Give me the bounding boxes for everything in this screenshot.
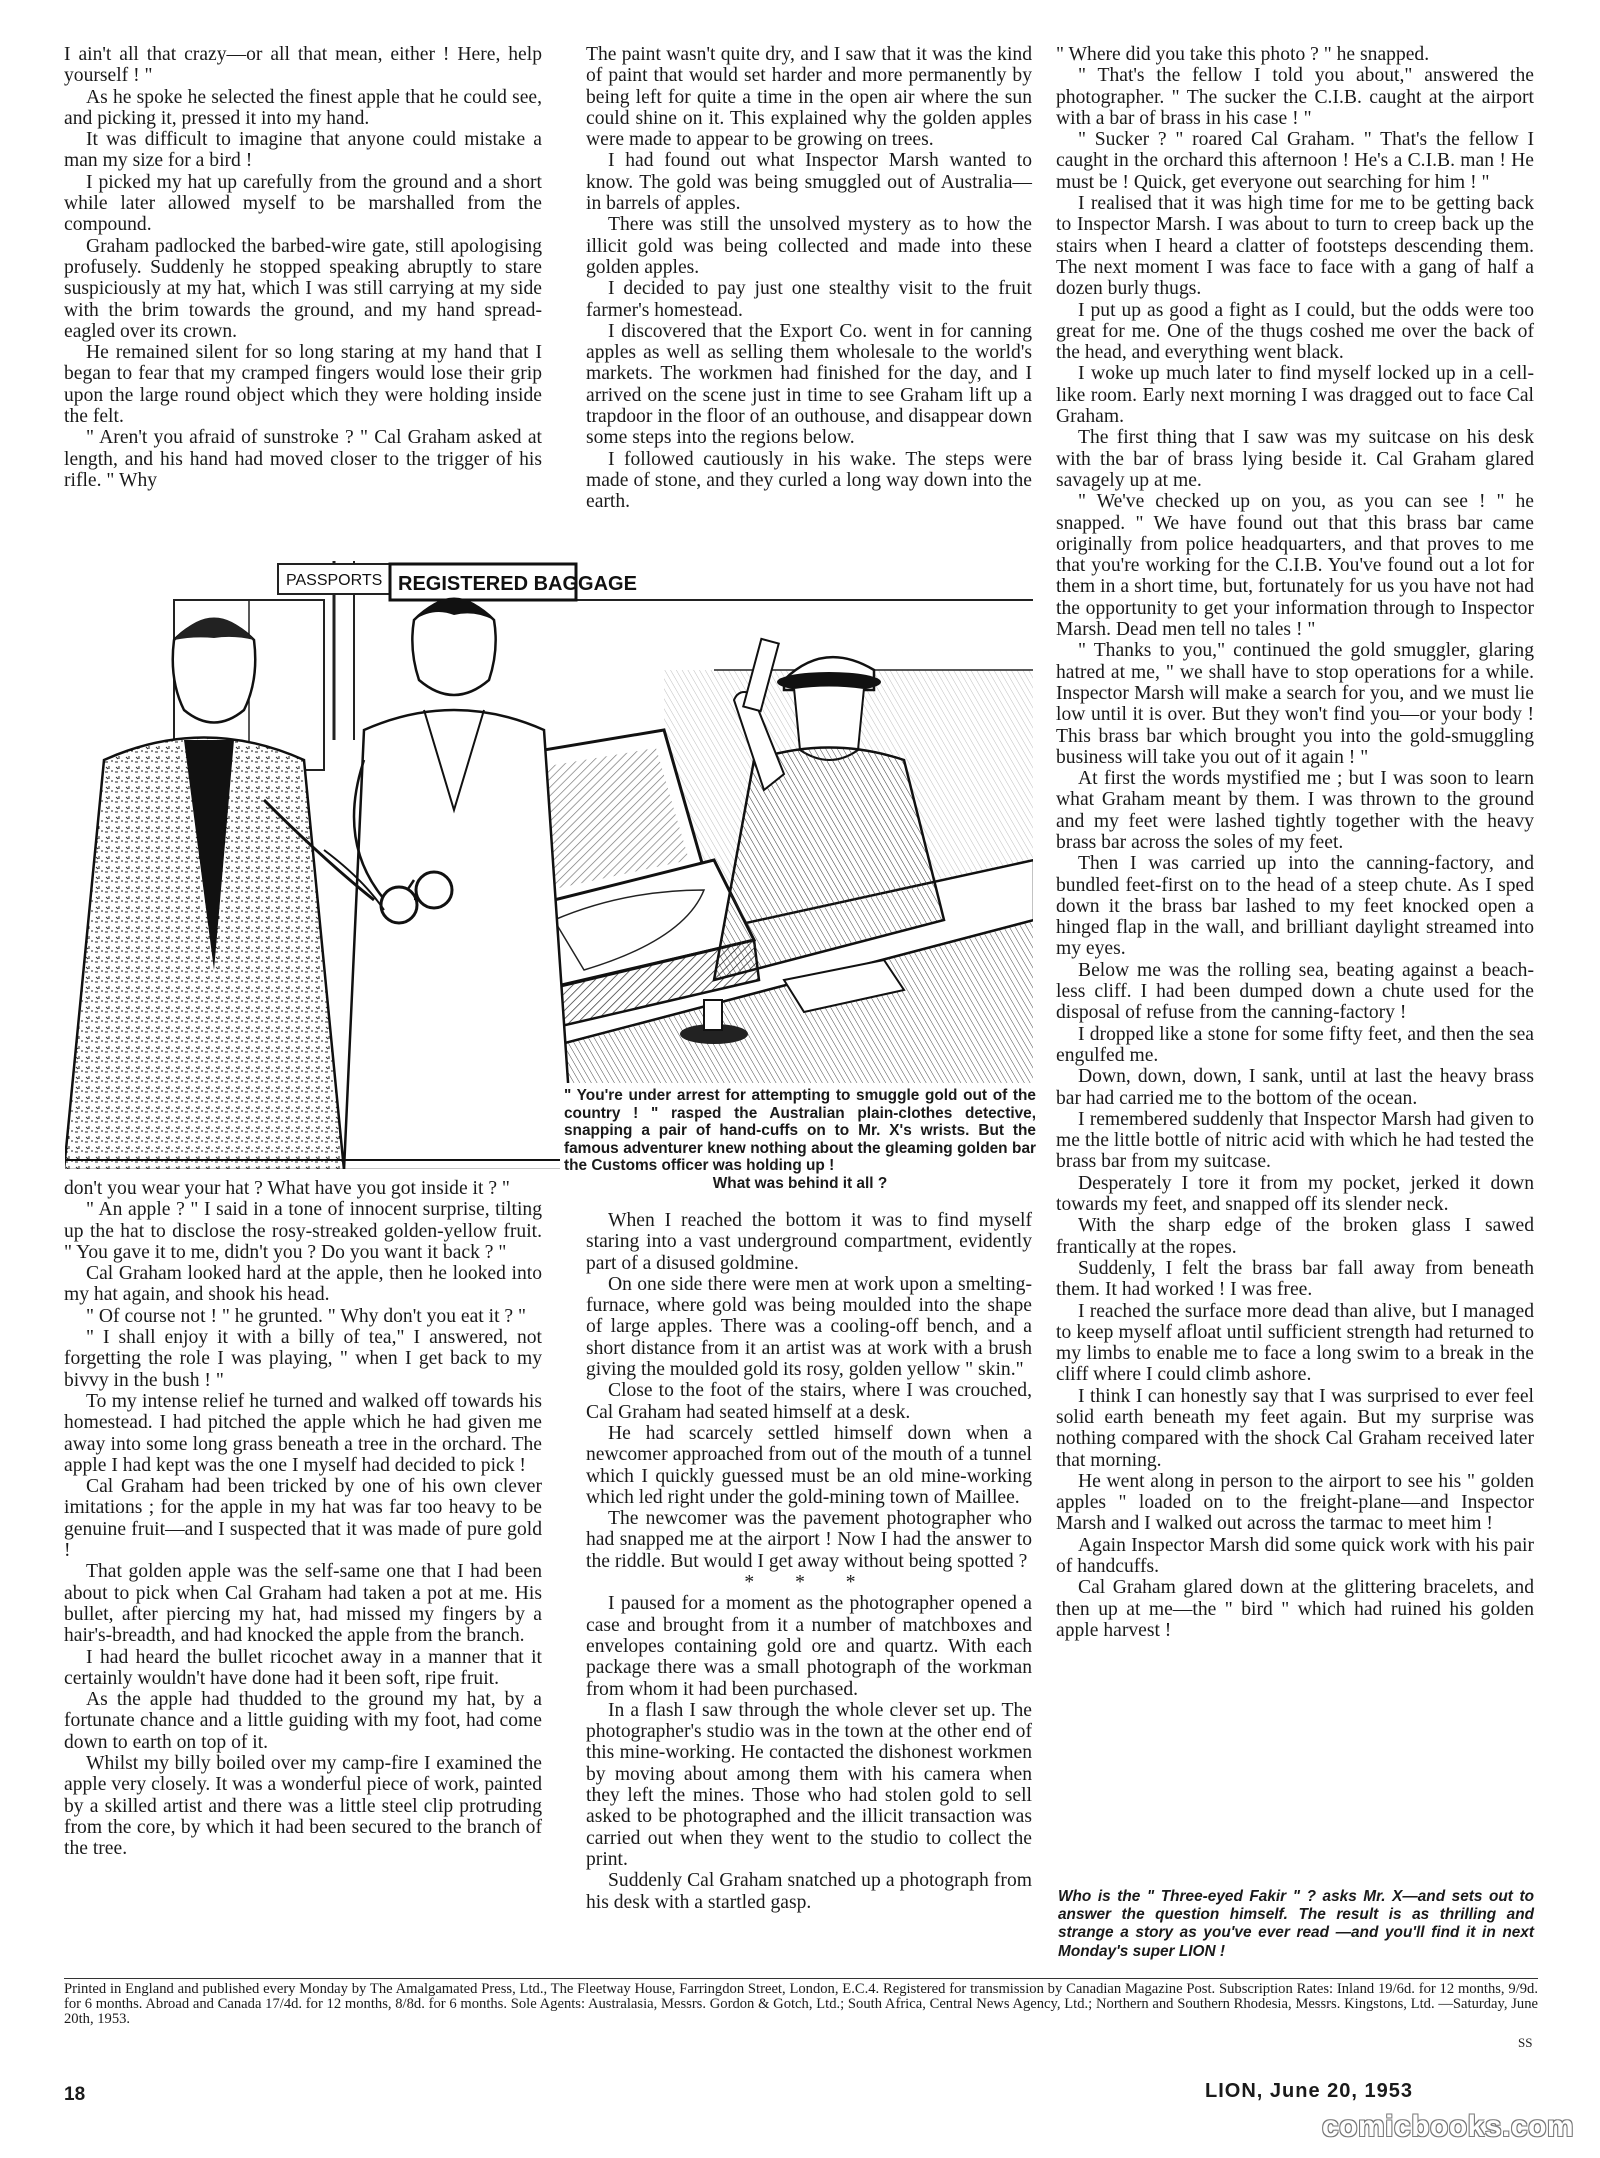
column-2-top [586, 44, 1032, 513]
paragraph: I reached the surface more dead than alive, but I managed to keep myself afloat until sufficient strength had returned to my limbs to enable me to face a long swim to a break in the cliff where I could climb ashore. [1056, 1300, 1534, 1386]
paragraph: " I shall enjoy it with a billy of tea," I answered, not forgetting the role I was playing, " when I get back to my bivvy in the bush ! " [64, 1327, 542, 1391]
paragraph: * * * [744, 1572, 874, 1594]
paragraph: I discovered that the Export Co. went in for canning apples as well as selling them wholesale to the world's markets. The workmen had finished for the day, and I arrived on the scene just in time to see Graham lift up a trapdoor in the floor of an outhouse, and disappear down some steps into the regions below. [586, 320, 1032, 449]
paragraph: I followed cautiously in his wake. The steps were made of stone, and they curled a long way down into the earth. [586, 448, 1032, 513]
paragraph: I dropped like a stone for some fifty feet, and then the sea engulfed me. [1056, 1023, 1534, 1066]
caption-question: What was behind it all ? [712, 1174, 888, 1192]
column-1-bottom [64, 1178, 542, 1860]
next-week-teaser: Who is the " Three-eyed Fakir " ? asks Mr. X—and sets out to answer the question himself. The result is as thrilling and strange a story as you've ever read —and you'll find it in next Monday's super LION ! [1058, 1888, 1534, 1960]
paragraph: To my intense relief he turned and walked off towards his homestead. I had pitched the apple which he had given me away into some long grass beneath a tree in the orchard. The apple I had kept was the one I myself had decided to pick ! [64, 1390, 542, 1476]
paragraph: " Where did you take this photo ? " he snapped. [1056, 44, 1430, 65]
paragraph: Close to the foot of the stairs, where I was crouched, Cal Graham had seated himself at a desk. [586, 1380, 1032, 1423]
illustration [64, 560, 1034, 1170]
paragraph: That golden apple was the self-same one that I had been about to pick when Cal Graham had taken a pot at me. His bullet, after piercing my hat, had missed my fingers by a hair's-breadth, and had knocked the apple from the branch. [64, 1561, 542, 1647]
paragraph: Cal Graham glared down at the glittering bracelets, and then up at me—the " bird " which had ruined his golden apple harvest ! [1056, 1577, 1534, 1641]
paragraph: With the sharp edge of the broken glass I sawed frantically at the ropes. [1056, 1215, 1534, 1258]
publisher-imprint: Printed in England and published every Monday by The Amalgamated Press, Ltd., The Fleetway House, Farringdon Street, London, E.C.4. Registered for transmission by Canadian Magazine Post. Subscription Rates: Inland 19/6d. for 12 months, 9/9d. for 6 months. Abroad and Canada 17/4d. for 12 months, 8/8d. for 6 months. Sole Agents: Australasia, Messrs. Gordon & Gotch, Ltd.; South Africa, Central News Agency, Ltd.; Northern and Southern Rhodesia, Messrs. Kingstons, Ltd. —Saturday, June 20th, 1953. [64, 1981, 1538, 2028]
paragraph: As the apple had thudded to the ground my hat, by a fortunate chance and a little guiding with my foot, had come down to earth on top of it. [64, 1689, 542, 1753]
paragraph: Cal Graham looked hard at the apple, then he looked into my hat again, and shook his head. [64, 1263, 542, 1306]
paragraph: I remembered suddenly that Inspector Marsh had given to me the little bottle of nitric acid with which he had tested the brass bar from my suitcase. [1056, 1108, 1534, 1173]
paragraph: don't you wear your hat ? What have you got inside it ? " [64, 1178, 510, 1199]
paragraph: Down, down, down, I sank, until at last the heavy brass bar had carried me to the bottom of the ocean. [1056, 1066, 1534, 1109]
paragraph: Whilst my billy boiled over my camp-fire I examined the apple very closely. It was a wonderful piece of work, painted by a skilled artist and there was a little steel clip protruding from the core, by which it had been secured to the branch of the tree. [64, 1753, 542, 1860]
paragraph: " Sucker ? " roared Cal Graham. " That's the fellow I caught in the orchard this afternoon ! He's a C.I.B. man ! He must be ! Quick, get everyone out searching for him ! " [1056, 129, 1534, 193]
paragraph: Desperately I tore it from my pocket, jerked it down towards my feet, and snapped off its slender neck. [1056, 1172, 1534, 1216]
paragraph: " An apple ? " I said in a tone of innocent surprise, tilting up the hat to disclose the rosy-streaked golden-yellow fruit. " You gave it to me, didn't you ? Do you want it back ? " [64, 1199, 542, 1263]
paragraph: I think I can honestly say that I was surprised to ever feel solid earth beneath my feet again. But my surprise was nothing compared with the shock Cal Graham received later that morning. [1056, 1385, 1534, 1471]
paragraph: I ain't all that crazy—or all that mean, either ! Here, help yourself ! " [64, 44, 542, 87]
paragraph: The newcomer was the pavement photographer who had snapped me at the airport ! Now I had the answer to the riddle. But would I get away without being spotted ? [586, 1508, 1032, 1572]
paragraph: " That's the fellow I told you about," answered the photographer. " The sucker the C.I.B. caught at the airport with a bar of brass in his case ! " [1056, 65, 1534, 129]
paragraph: I paused for a moment as the photographer opened a case and brought from it a number of matchboxes and envelopes containing gold ore and quartz. With each package there was a small photograph of the workman from whom it had been purchased. [586, 1593, 1032, 1700]
paragraph: " Thanks to you," continued the gold smuggler, glaring hatred at me, " we shall have to stop operations for a while. Inspector Marsh will make a search for you, and we must lie low until it is over. But they won't find you—or your body ! This brass bar which brought you into the gold-smuggling business will take you out of it again ! " [1056, 640, 1534, 768]
paragraph: He went along in person to the airport to see his " golden apples " loaded on to the freight-plane—and Inspector Marsh and I walked out across the tarmac to meet him ! [1056, 1470, 1534, 1535]
column-3 [1056, 44, 1534, 1641]
imprint-rule [64, 1978, 1538, 1979]
column-2-bottom [586, 1210, 1032, 1913]
paragraph: There was still the unsolved mystery as to how the illicit gold was being collected and made into these golden apples. [586, 214, 1032, 278]
paragraph: He remained silent for so long staring at my hand that I began to fear that my cramped fingers would lose their grip upon the large round object which they were holding inside the felt. [64, 342, 542, 428]
paragraph: Graham padlocked the barbed-wire gate, still apologising profusely. Suddenly he stopped speaking abruptly to stare suspiciously at my hat, which I was still carrying at my side with the brim towards the ground, and my hand spread-eagled over its crown. [64, 235, 542, 342]
paragraph: The paint wasn't quite dry, and I saw that it was the kind of paint that would set harder and more permanently by being left for quite a time in the open air where the sun could shine on it. This explained why the golden apples were made to appear to be growing on trees. [586, 44, 1032, 151]
paragraph: " Of course not ! " he grunted. " Why don't you eat it ? " [86, 1305, 526, 1327]
paragraph: I had found out what Inspector Marsh wanted to know. The gold was being smuggled out of Australia—in barrels of apples. [586, 150, 1032, 215]
paragraph: In a flash I saw through the whole clever set up. The photographer's studio was in the town at the other end of this mine-working. He contacted the dishonest workmen by moving about among them with his camera when they left the mines. Those who had stolen gold to sell asked to be photographed and the illicit transaction was carried out when they went to the studio to collect the print. [586, 1699, 1032, 1870]
paragraph: Suddenly Cal Graham snatched up a photograph from his desk with a startled gasp. [586, 1870, 1032, 1913]
registered-baggage-sign: REGISTERED BAGGAGE [398, 573, 637, 595]
paragraph: Again Inspector Marsh did some quick work with his pair of handcuffs. [1056, 1534, 1534, 1578]
paragraph: The first thing that I saw was my suitcase on his desk with the bar of brass lying beside it. Cal Graham glared savagely up at me. [1056, 427, 1534, 491]
paragraph: I woke up much later to find myself locked up in a cell-like room. Early next morning I was dragged out to face Cal Graham. [1056, 363, 1534, 428]
paragraph: " We've checked up on you, as you can see ! " he snapped. " We have found out that this brass bar came originally from police headquarters, and that proves to me that you're working for the C.I.B. You've found out a lot for them in a short time, but, fortunately for us you have not had the opportunity to get your information through to Inspector Marsh. Dead men tell no tales ! " [1056, 491, 1534, 641]
paragraph: He had scarcely settled himself down when a newcomer approached from out of the mouth of a tunnel which I quickly guessed must be an old mine-working which led right under the gold-mining town of Maillee. [586, 1422, 1032, 1508]
print-code: SS [1518, 2035, 1533, 2050]
site-watermark: comicbooks.com [1322, 2110, 1575, 2143]
paragraph: At first the words mystified me ; but I was soon to learn what Graham meant by them. I was thrown to the ground and my feet were lashed tightly together with the heavy brass bar across the soles of my feet. [1056, 768, 1534, 853]
caption-body: " You're under arrest for attempting to smuggle gold out of the country ! " rasped the Australian plain-clothes detective, snapping a pair of hand-cuffs on to Mr. X's wrists. But the famous adventurer knew nothing about the gleaming golden bar the Customs officer was holding up ! [564, 1087, 1036, 1175]
illustration-caption [560, 1083, 1040, 1193]
paragraph: On one side there were men at work upon a smelting-furnace, where gold was being moulded into the shape of large apples. There was a cooling-off bench, and a short distance from it an artist was at work with a brush giving the moulded gold its rosy, golden yellow " skin." [586, 1273, 1032, 1381]
paragraph: I had heard the bullet ricochet away in a manner that it certainly wouldn't have done had it been soft, ripe fruit. [64, 1646, 542, 1689]
paragraph: I decided to pay just one stealthy visit to the fruit farmer's homestead. [586, 278, 1032, 321]
arrest-scene-drawing [64, 560, 1034, 1170]
paragraph: " Aren't you afraid of sunstroke ? " Cal Graham asked at length, and his hand had moved closer to the trigger of his rifle. " Why [64, 427, 542, 491]
paragraph: Below me was the rolling sea, beating against a beach-less cliff. I had been dumped down a chute used for the disposal of refuse from the canning-factory ! [1056, 959, 1534, 1024]
running-footer: LION, June 20, 1953 [1205, 2080, 1413, 2102]
paragraph: I put up as good a fight as I could, but the odds were too great for me. One of the thugs coshed me over the back of the head, and everything went black. [1056, 299, 1534, 364]
paragraph: It was difficult to imagine that anyone could mistake a man my size for a bird ! [64, 129, 542, 172]
paragraph: Cal Graham had been tricked by one of his own clever imitations ; for the apple in my hat was far too heavy to be genuine fruit—and I suspected that it was made of pure gold ! [64, 1476, 542, 1562]
paragraph: Suddenly, I felt the brass bar fall away from beneath them. It had worked ! I was free. [1056, 1257, 1534, 1301]
passports-sign: PASSPORTS [286, 572, 383, 589]
paragraph: I realised that it was high time for me to be getting back to Inspector Marsh. I was about to turn to creep back up the stairs when I heard a clatter of footsteps descending them. The next moment I was face to face with a gang of half a dozen burly thugs. [1056, 193, 1534, 300]
page-number: 18 [64, 2084, 86, 2105]
paragraph: I picked my hat up carefully from the ground and a short while later allowed myself to be marshalled from the compound. [64, 171, 542, 236]
paragraph: When I reached the bottom it was to find myself staring into a vast underground compartment, evidently part of a disused goldmine. [586, 1210, 1032, 1274]
paragraph: As he spoke he selected the finest apple that he could see, and picking it, pressed it into my hand. [64, 86, 542, 129]
paragraph: Then I was carried up into the canning-factory, and bundled feet-first on to the head of a steep chute. As I sped down it the brass bar lashed to my feet knocked open a hinged flap in the wall, and brilliant daylight streamed into my eyes. [1056, 853, 1534, 960]
column-1-top [64, 44, 542, 491]
